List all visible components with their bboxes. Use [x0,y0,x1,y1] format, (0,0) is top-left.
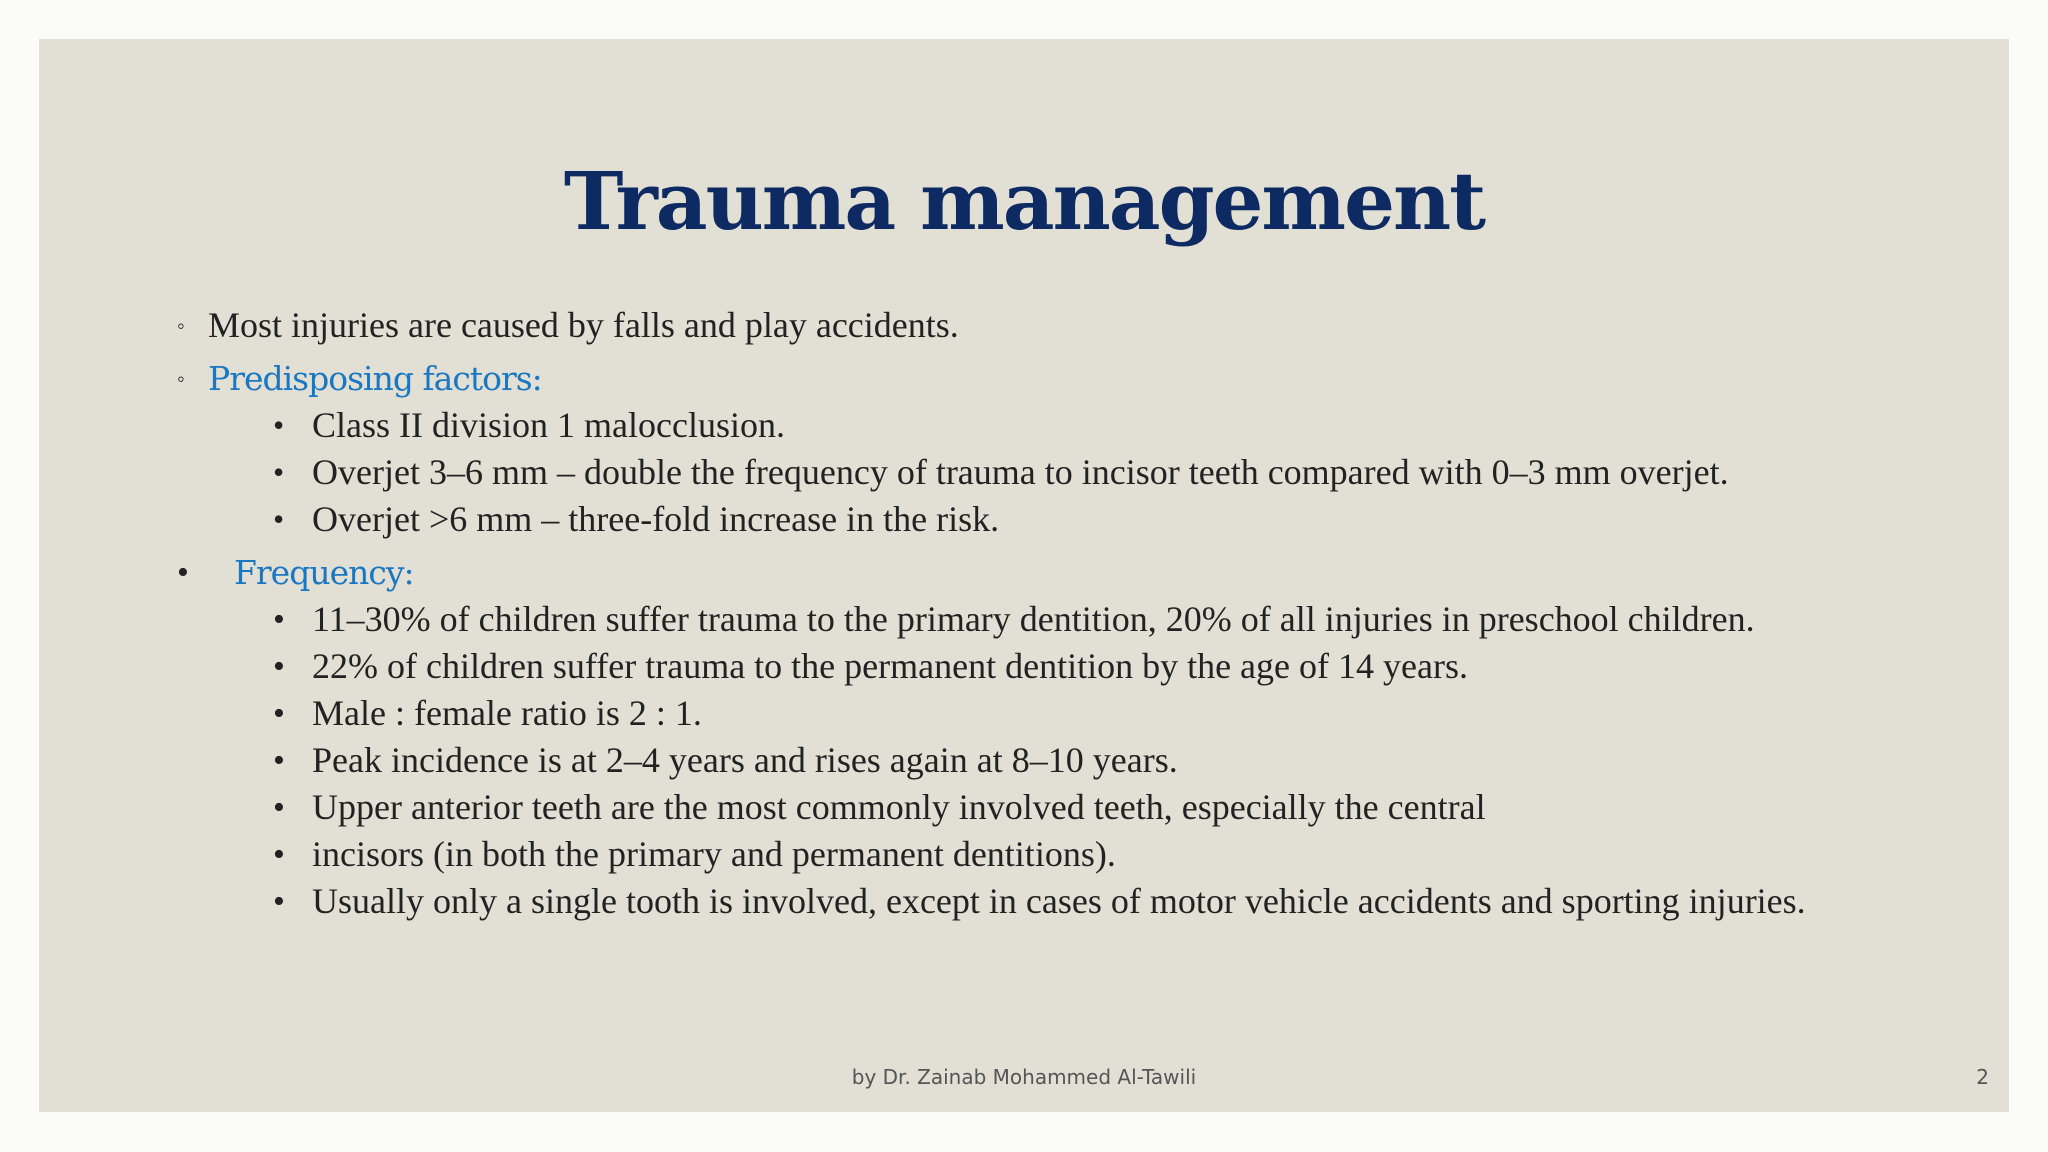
sub-list-item: • Overjet 3–6 mm – double the frequency of trauma to incisor teeth compared with 0–3 mm overjet. [273,452,1729,492]
dot-bullet-icon: • [273,648,285,685]
sub-list-item: • Overjet >6 mm – three-fold increase in the risk. [273,499,1000,539]
section-heading-predisposing: Predisposing factors: [208,359,542,398]
hollow-circle-bullet-icon: ◦ [177,366,185,391]
sub-list-item: • Upper anterior teeth are the most commonly involved teeth, especially the central [273,787,1486,827]
sub-list-item: • incisors (in both the primary and permanent dentitions). [273,834,1116,874]
dot-bullet-icon: • [273,454,285,490]
sub-list-item: • Class II division 1 malocclusion. [273,405,785,445]
slide-title: Trauma management [563,154,1485,248]
bullet-item-frequency [177,554,1837,920]
sub-list-item: • 22% of children suffer trauma to the permanent dentition by the age of 14 years. [273,646,1468,686]
sub-list-item: • Usually only a single tooth is involved, except in cases of motor vehicle accidents and sporting injuries. [273,881,1806,921]
sub-list-item: • Male : female ratio is 2 : 1. [273,693,702,733]
dot-bullet-icon: • [273,407,285,443]
sub-list-predisposing [208,407,1837,538]
dot-bullet-icon: • [273,695,285,732]
section-heading-frequency: Frequency: [234,553,414,592]
sub-list-item: • 11–30% of children suffer trauma to the primary dentition, 20% of all injuries in preschool children. [273,599,1755,639]
dot-bullet-icon: • [177,554,189,591]
dot-bullet-icon: • [273,742,285,779]
dot-bullet-icon: • [273,601,285,638]
slide-page-number: 2 [1976,1065,1989,1089]
dot-bullet-icon: • [273,501,285,537]
dot-bullet-icon: • [273,883,285,920]
bullet-item-injury-cause [177,307,1837,344]
bullet-item-predisposing-factors [177,360,1837,538]
bullet-text: Most injuries are caused by falls and play accidents. [208,305,959,345]
dot-bullet-icon: • [273,789,285,826]
sub-list-frequency [234,601,1837,920]
sub-list-item: • Peak incidence is at 2–4 years and rises again at 8–10 years. [273,740,1178,780]
hollow-circle-bullet-icon: ◦ [177,313,185,338]
slide-content [177,307,1837,920]
slide-footer-author: by Dr. Zainab Mohammed Al-Tawili [851,1065,1197,1089]
slide [39,39,2009,1112]
dot-bullet-icon: • [273,836,285,873]
